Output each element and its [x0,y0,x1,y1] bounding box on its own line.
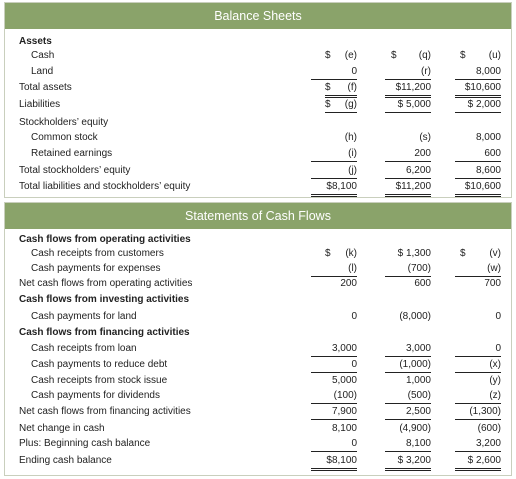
balance-value-col1: (i) [311,147,357,162]
balance-row [5,146,511,162]
cashflow-row [5,309,511,325]
cashflow-row-label: Cash receipts from stock issue [31,375,168,386]
cashflow-row [5,453,511,469]
cashflow-row [5,292,511,308]
cashflow-value-col2: 3,000 [385,342,431,357]
balance-row-label: Total assets [19,82,72,93]
cashflow-row-label: Cash flows from financing activities [19,327,190,338]
balance-value-col2: (s) [419,132,431,143]
cashflow-value-col2: (500) [385,389,431,404]
balance-row-label: Land [31,66,54,77]
balance-row-label: Stockholders’ equity [19,117,109,128]
cashflow-value-col1: (100) [311,389,357,404]
balance-dollar-sign: $ [391,50,397,61]
balance-value-col1: $8,100 [311,180,357,197]
cashflow-value-col1: 0 [351,311,357,322]
cashflow-value-col3: 0 [495,311,501,322]
cashflow-value-col1: 3,000 [311,342,357,357]
cashflow-value-col3: 0 [455,342,501,357]
balance-value-col3: 8,600 [455,164,501,179]
cashflow-value-col2: (4,900) [399,423,431,434]
cashflow-value-col3: (x) [455,358,501,373]
cashflow-row-label: Cash payments for dividends [31,390,160,401]
cashflow-value-col1: 8,100 [331,423,357,434]
balance-value-col3: 8,000 [475,132,501,143]
cashflow-row-label: Cash payments for expenses [31,263,161,274]
balance-value-col2: $ 5,000 [385,98,431,113]
balance-value-col1: 0 [311,65,357,80]
balance-dollar-sign: $ [325,99,331,110]
balance-value-col2: (q) [418,50,431,61]
balance-row [5,48,511,64]
balance-value-col2: $11,200 [385,180,431,197]
cashflow-value-col3: 700 [484,278,501,289]
balance-row [5,179,511,195]
cashflow-value-col1: 5,000 [331,375,357,386]
cashflow-row-label: Cash receipts from customers [31,248,164,259]
balance-sheet-panel [4,2,512,198]
balance-value-col2: 6,200 [385,164,431,179]
cashflow-row [5,388,511,404]
cash-flow-title: Statements of Cash Flows [5,203,511,229]
cashflow-row [5,261,511,277]
cashflow-value-col2: 1,000 [405,375,431,386]
cash-flow-panel [4,202,512,476]
cashflow-value-col3: (v) [489,248,501,259]
cashflow-row-label: Cash flows from investing activities [19,294,190,305]
balance-value-col3: $ 2,000 [455,98,501,113]
balance-row-label: Liabilities [19,99,61,110]
cashflow-value-col2: (700) [385,262,431,277]
cashflow-row-label: Net cash flows from financing activities [19,406,191,417]
balance-row-label: Assets [19,36,52,47]
cashflow-row-label: Net cash flows from operating activities [19,278,193,289]
cashflow-value-col1: (l) [311,262,357,277]
balance-dollar-sign: $ [460,50,466,61]
balance-value-col1: (f) [325,81,357,98]
balance-value-col3: 8,000 [455,65,501,80]
balance-row [5,64,511,80]
cashflow-value-col2: 2,500 [385,405,431,420]
balance-value-col1: (h) [344,132,357,143]
cashflow-row [5,325,511,341]
balance-value-col2: 200 [385,147,431,162]
cashflow-value-col3: $ 2,600 [455,454,501,471]
balance-row-label: Cash [31,50,55,61]
cashflow-row [5,404,511,420]
cashflow-row [5,421,511,437]
balance-dollar-sign: $ [325,50,331,61]
cashflow-value-col3: 3,200 [455,437,501,452]
cashflow-value-col2: $ 3,200 [385,454,431,471]
cashflow-value-col3: (z) [455,389,501,404]
cashflow-dollar-sign: $ [325,248,331,259]
balance-sheet-title: Balance Sheets [5,3,511,29]
cashflow-value-col2: 600 [414,278,431,289]
balance-value-col2: $11,200 [385,81,431,98]
cashflow-value-col2: 8,100 [385,437,431,452]
balance-dollar-sign: $ [325,82,331,93]
balance-row-label: Common stock [31,132,98,143]
cashflow-value-col1: 0 [311,437,357,452]
cashflow-row-label: Plus: Beginning cash balance [19,438,151,449]
cashflow-row [5,276,511,292]
cashflow-value-col1: 200 [340,278,357,289]
cashflow-value-col1: 0 [311,358,357,373]
cashflow-value-col3: (w) [455,262,501,277]
cashflow-row [5,357,511,373]
balance-row [5,163,511,179]
balance-row-label: Retained earnings [31,148,113,159]
cashflow-row [5,341,511,357]
balance-value-col1: (e) [344,50,357,61]
cashflow-value-col2: $ 1,300 [397,248,431,259]
cashflow-row-label: Ending cash balance [19,455,112,466]
balance-value-col3: (u) [488,50,501,61]
balance-row [5,115,511,131]
cashflow-row [5,436,511,452]
cashflow-row [5,373,511,389]
cashflow-value-col1: 7,900 [311,405,357,420]
cashflow-value-col1: $8,100 [311,454,357,471]
cashflow-row-label: Cash flows from operating activities [19,234,191,245]
cashflow-value-col3: (1,300) [455,405,501,420]
balance-value-col2: (r) [385,65,431,80]
cashflow-value-col3: (600) [477,423,501,434]
cashflow-row-label: Cash receipts from loan [31,343,137,354]
balance-value-col1: (g) [325,98,357,113]
balance-value-col3: $10,600 [455,81,501,98]
balance-value-col3: 600 [455,147,501,162]
cashflow-value-col2: (8,000) [399,311,431,322]
cashflow-dollar-sign: $ [460,248,466,259]
balance-row-label: Total liabilities and stockholders’ equity [19,181,191,192]
balance-row [5,80,511,96]
cashflow-row-label: Net change in cash [19,423,105,434]
balance-row [5,130,511,146]
balance-row-label: Total stockholders’ equity [19,165,131,176]
balance-row [5,97,511,113]
cashflow-value-col1: (k) [345,248,357,259]
cashflow-row-label: Cash payments for land [31,311,137,322]
cashflow-row-label: Cash payments to reduce debt [31,359,168,370]
cashflow-value-col3: (y) [489,375,501,386]
cashflow-row [5,246,511,262]
balance-value-col3: $10,600 [455,180,501,197]
cashflow-value-col2: (1,000) [385,358,431,373]
balance-value-col1: (j) [311,164,357,179]
